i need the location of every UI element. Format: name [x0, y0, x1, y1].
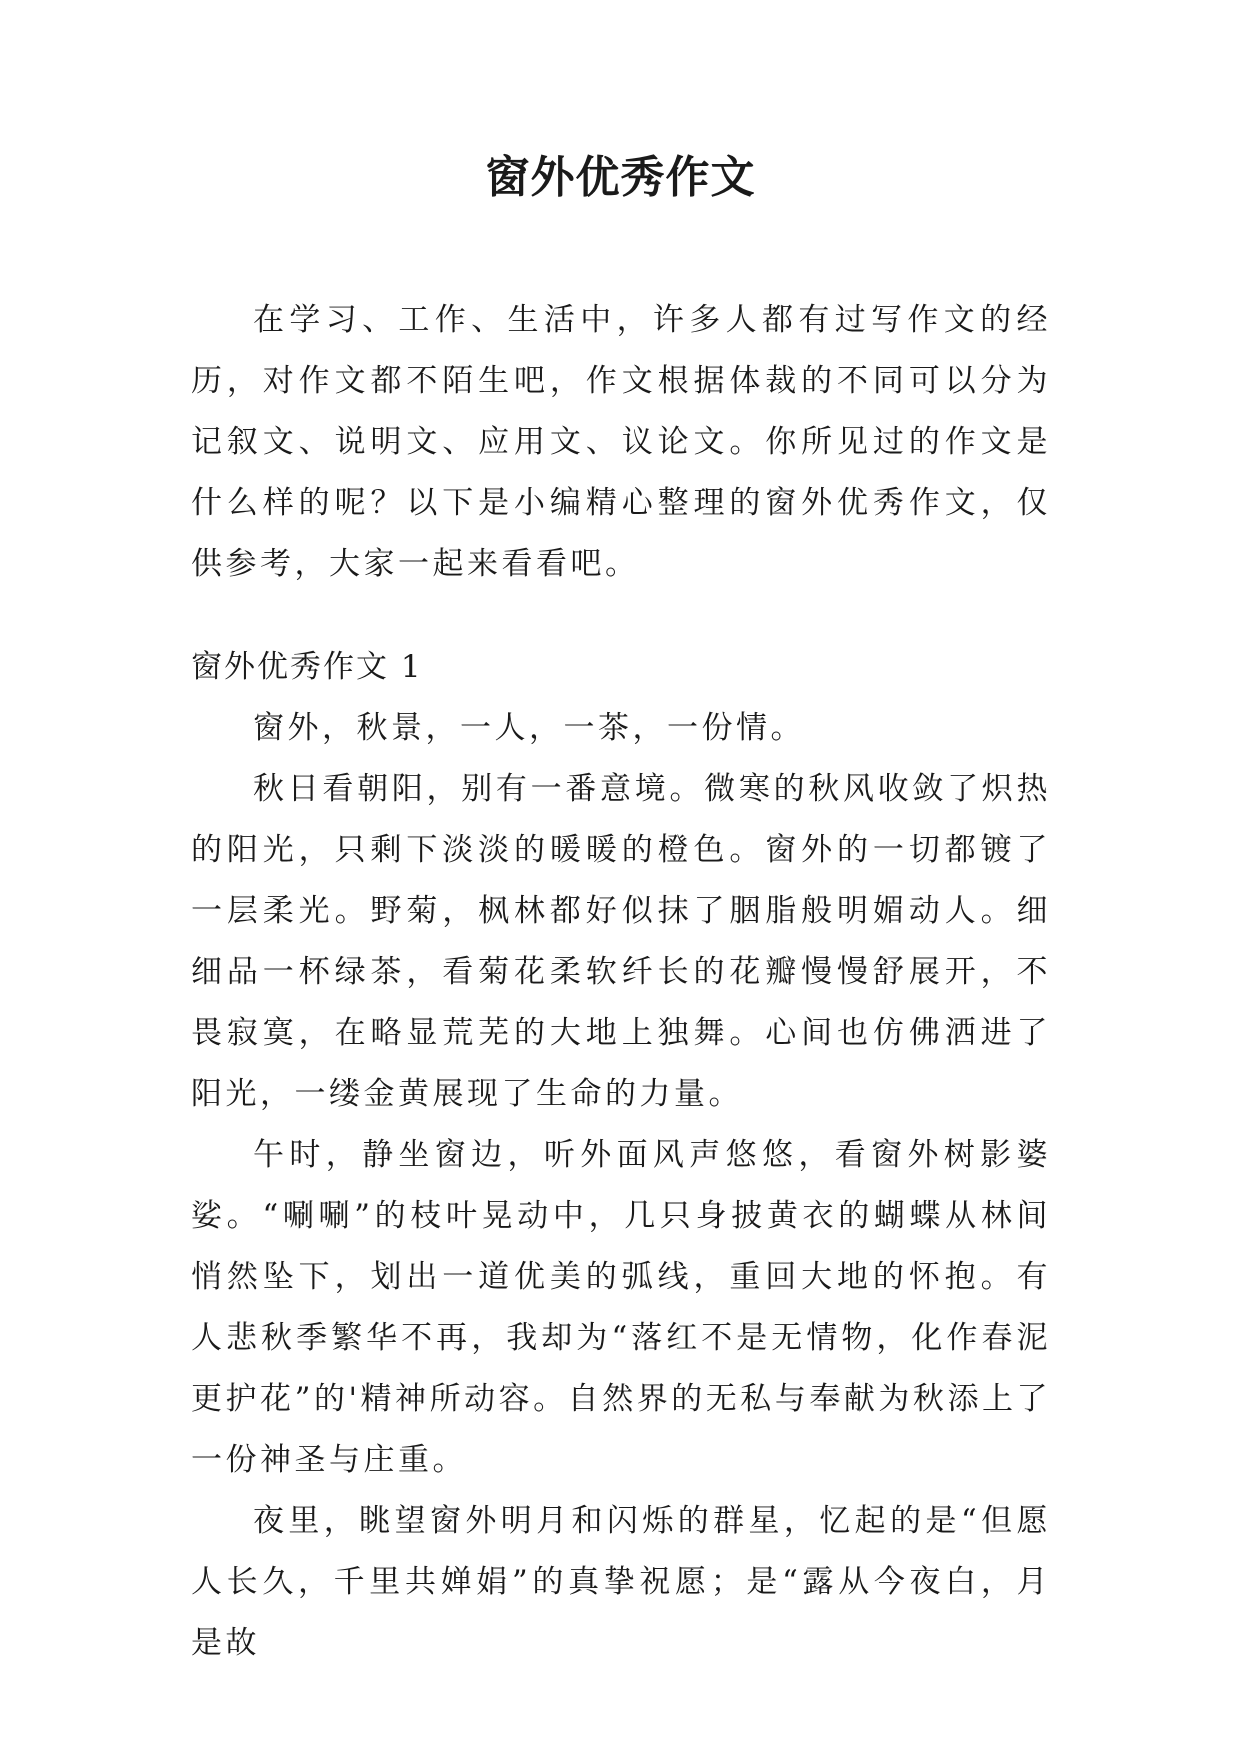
section-heading: 窗外优秀作文 1 — [191, 649, 423, 685]
essay-paragraph: 秋日看朝阳，别有一番意境。微寒的秋风收敛了炽热的阳光，只剩下淡淡的暖暖的橙色。窗外的一切都镀了一层柔光。野菊，枫林都好似抹了胭脂般明媚动人。细细品一杯绿茶，看菊花柔软纤长的花瓣慢慢舒展开，不畏寂寞，在略显荒芜的大地上独舞。心间也仿佛洒进了阳光，一缕金黄展现了生命的力量。 — [191, 771, 1051, 1112]
essay-body — [191, 698, 1051, 1674]
document-title: 窗外优秀作文 — [485, 152, 756, 203]
intro-section — [191, 290, 1051, 595]
intro-paragraph: 在学习、工作、生活中，许多人都有过写作文的经历，对作文都不陌生吧，作文根据体裁的不同可以分为记叙文、说明文、应用文、议论文。你所见过的作文是什么样的呢？以下是小编精心整理的窗外优秀作文，仅供参考，大家一起来看看吧。 — [191, 302, 1051, 582]
essay-paragraph: 窗外，秋景，一人，一茶，一份情。 — [253, 710, 805, 746]
essay-paragraph: 午时，静坐窗边，听外面风声悠悠，看窗外树影婆娑。“唰唰”的枝叶晃动中，几只身披黄衣的蝴蝶从林间悄然坠下，划出一道优美的弧线，重回大地的怀抱。有人悲秋季繁华不再，我却为“落红不是无情物，化作春泥更护花”的'精神所动容。自然界的无私与奉献为秋添上了一份神圣与庄重。 — [191, 1137, 1051, 1478]
essay-paragraph: 夜里，眺望窗外明月和闪烁的群星，忆起的是“但愿人长久，千里共婵娟”的真挚祝愿；是“露从今夜白，月是故 — [191, 1503, 1051, 1661]
